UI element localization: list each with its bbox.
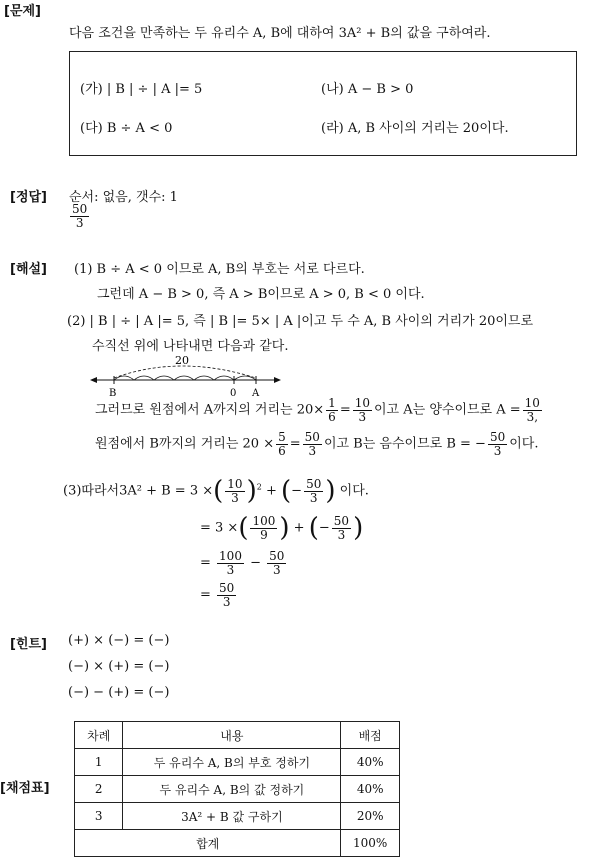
explanation-step3-line2: = 3 ×( $\frac{100}{9}$ ) + (− $\frac{50}{3}$ ) [200,513,364,544]
scoring-header-points: 배점 [341,722,400,749]
step3-frac1-num: 10 [227,477,243,491]
scoring-cell-order: 2 [75,776,123,803]
explanation-step1a: (1) B ÷ A < 0 이므로 A, B의 부호는 서로 다르다. [74,262,365,277]
step2d-frac2-num: 50 [304,430,320,444]
step3-l3-frac1-num: 100 [219,549,242,563]
hint-line-2: (−) × (+) = (−) [68,659,170,674]
distance-label: 20 [175,354,189,367]
scoring-total-value: 100% [341,830,400,857]
condition-ra: (라) A, B 사이의 거리는 20이다. [321,121,509,136]
number-line-diagram [90,352,285,400]
step2d-frac3-num: 50 [489,430,506,444]
step3-l4-frac1-den: 3 [222,594,231,609]
table-row [75,776,400,803]
hint-line-3: (−) − (+) = (−) [68,685,170,700]
hint-label: [힌트] [10,637,47,652]
problem-label: [문제] [4,4,41,19]
explanation-step3-line3 [200,550,288,576]
step3-l2-frac2-den: 3 [337,527,346,542]
step2c-eq: = [339,402,351,418]
condition-da: (다) B ÷ A < 0 [80,121,173,136]
scoring-cell-points: 40% [341,776,400,803]
step3-end: 이다. [339,483,369,499]
point-a-label: A [252,388,260,399]
condition-ga: (가) | B | ÷ | A |= 5 [80,82,203,97]
conditions-box [69,51,577,156]
step2d-end: 이다. [509,436,539,452]
step3-frac2-num: 50 [306,477,322,491]
step2c-frac2-num: 10 [354,396,370,410]
explanation-step1b: 그런데 A − B > 0, 즉 A > B이므로 A > 0, B < 0 이다. [97,287,425,302]
answer-text: 순서: 없음, 갯수: 1 [69,190,178,205]
table-row [75,803,400,830]
explanation-step2b: 수직선 위에 나타내면 다음과 같다. [92,339,289,354]
step2d-frac1-den: 6 [278,443,286,458]
step3-l4-eq: = [200,587,211,603]
step2c-text: 그러므로 원점에서 A까지의 거리는 20× [95,402,325,418]
step3-l4-frac1-num: 50 [219,581,235,595]
step3-l2-frac1-den: 9 [260,527,268,542]
explanation-step2d [95,431,539,457]
answer-num: 50 [72,202,88,216]
scoring-cell-points: 20% [341,803,400,830]
scoring-label: [채점표] [0,781,50,796]
step3-l2-frac2-num: 50 [333,514,350,528]
step2c-frac1-num: 1 [328,396,336,410]
scoring-header-row [75,722,400,749]
step2d-frac1-num: 5 [278,430,286,444]
step2d-frac3-den: 3 [493,443,502,458]
step3-l2-frac1-num: 100 [252,514,276,528]
scoring-cell-order: 1 [75,749,123,776]
point-b-label: B [109,388,117,399]
scoring-header-order: 차례 [75,722,123,749]
step3-l3-minus: − [250,555,261,571]
answer-label: [정답] [10,190,47,205]
explanation-step3-line4 [200,582,238,608]
number-line-left-arrow [90,377,97,383]
step2c-frac1-den: 6 [328,409,336,424]
scoring-total-label: 합계 [75,830,341,857]
step3-l3-frac2-num: 50 [269,549,285,563]
scoring-cell-content: 두 유리수 A, B의 부호 정하기 [123,749,341,776]
explanation-step2c [95,397,544,423]
step3-l2-text: = 3 × [200,520,239,536]
hint-line-1: (+) × (−) = (−) [68,633,170,648]
zero-label: 0 [230,388,237,399]
step2c-frac3-num: 10 [524,396,540,410]
step2c-mid: 이고 A는 양수이므로 A = [374,402,521,418]
scoring-cell-points: 40% [341,749,400,776]
step2c-frac2-den: 3 [358,409,367,424]
explanation-step3-line1: (3)따라서3A² + B = 3 ×( $\frac{10}{3}$ )$^2$ + (− $\frac{50}{3}$ ) 이다. [63,476,369,507]
segment-arcs [114,376,256,380]
step2d-eq: = [289,436,301,452]
step2c-frac3-den: 3, [526,409,539,424]
step2d-text: 원점에서 B까지의 거리는 20 × [95,436,275,452]
problem-text: 다음 조건을 만족하는 두 유리수 A, B에 대하여 3A² + B의 값을 구하여라. [69,26,491,41]
scoring-header-content: 내용 [123,722,341,749]
step2d-mid: 이고 B는 음수이므로 B = − [323,436,486,452]
step3-l3-frac2-den: 3 [272,562,281,577]
answer-fraction [68,203,91,229]
scoring-cell-order: 3 [75,803,123,830]
step3-frac1-den: 3 [231,490,239,505]
condition-na: (나) A − B > 0 [321,82,414,97]
explanation-step2a: (2) | B | ÷ | A |= 5, 즉 | B |= 5× | A |이고 두 수 A, B 사이의 거리가 20이므로 [67,314,534,329]
scoring-cell-content: 3A² + B 값 구하기 [123,803,341,830]
step3-frac2-den: 3 [309,490,318,505]
scoring-table [74,721,400,857]
step3-l3-frac1-den: 3 [226,562,235,577]
number-line-right-arrow [274,377,281,383]
step3-plus: + [265,483,277,499]
explanation-label: [해설] [10,262,47,277]
step3-text: (3)따라서3A² + B = 3 × [63,483,214,499]
step3-l3-eq: = [200,555,211,571]
table-row [75,749,400,776]
scoring-cell-content: 두 유리수 A, B의 값 정하기 [123,776,341,803]
scoring-total-row [75,830,400,857]
answer-den: 3 [75,215,84,230]
step2d-frac2-den: 3 [308,443,317,458]
